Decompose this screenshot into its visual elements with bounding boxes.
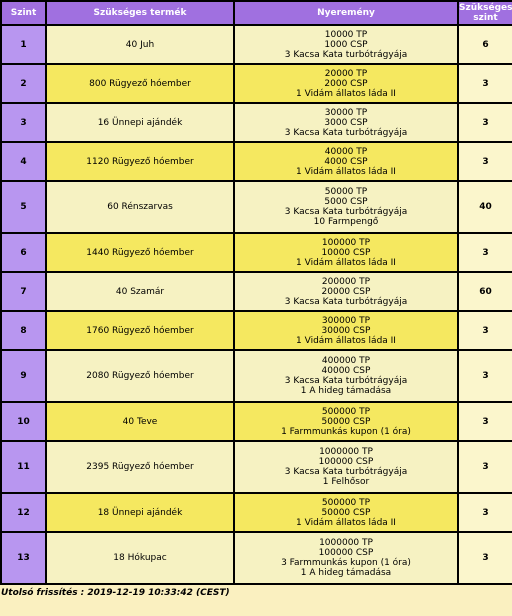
row-level: 6 [1,233,46,272]
table-row [1,311,512,350]
row-required-level: 3 [458,532,512,584]
row-level: 3 [1,103,46,142]
table-row [1,103,512,142]
row-product: 40 Juh [46,25,234,64]
prize-line: 3 Kacsa Kata turbótrágyája [284,296,408,307]
row-prize [234,64,458,103]
table-row [1,493,512,532]
header-required-level: Szükséges szint [459,3,512,23]
row-product: 18 Hókupac [46,532,234,584]
row-level: 7 [1,272,46,311]
row-product: 1440 Rügyező hóember [46,233,234,272]
row-required-level: 3 [458,103,512,142]
prize-line: 500000 TP [321,406,371,417]
row-required-level: 3 [458,441,512,493]
row-prize [234,233,458,272]
prize-line: 4000 CSP [324,156,368,167]
row-required-level: 3 [458,311,512,350]
row-prize [234,181,458,233]
prize-line: 10 Farmpengő [313,217,379,227]
prize-line: 1 A hideg támadása [300,386,392,396]
row-level: 10 [1,402,46,441]
table-row [1,181,512,233]
prize-line: 3 Kacsa Kata turbótrágyája [284,49,408,60]
header-level: Szint [1,1,46,25]
row-prize [234,532,458,584]
prize-line: 2000 CSP [324,78,368,89]
row-required-level: 3 [458,402,512,441]
header-product: Szükséges termék [46,1,234,25]
table-row [1,402,512,441]
row-required-level: 60 [458,272,512,311]
prize-line: 1 A hideg támadása [300,568,392,578]
row-required-level: 6 [458,25,512,64]
row-prize [234,311,458,350]
table-row [1,142,512,181]
prize-line: 50000 CSP [321,507,371,518]
row-prize [234,441,458,493]
prize-line: 1 Vidám állatos láda II [296,517,396,528]
prize-line: 10000 CSP [321,247,371,258]
row-prize [234,402,458,441]
row-level: 4 [1,142,46,181]
row-product: 60 Rénszarvas [46,181,234,233]
row-required-level: 3 [458,493,512,532]
table-row [1,441,512,493]
table-row [1,350,512,402]
prize-line: 50000 TP [324,187,368,197]
last-updated: Utolsó frissítés : 2019-12-19 10:33:42 (CEST) [1,588,230,598]
row-level: 11 [1,441,46,493]
header-row [1,1,512,25]
row-product: 18 Ünnepi ajándék [46,493,234,532]
row-required-level: 40 [458,181,512,233]
prize-line: 40000 TP [324,146,368,157]
prize-line: 3 Kacsa Kata turbótrágyája [284,207,408,217]
row-prize [234,350,458,402]
row-product: 1760 Rügyező hóember [46,311,234,350]
prize-line: 400000 TP [321,356,371,366]
prize-line: 1000000 TP [319,538,373,548]
row-product: 40 Szamár [46,272,234,311]
prize-line: 1000000 TP [319,447,373,457]
prize-line: 30000 CSP [321,325,371,336]
row-level: 8 [1,311,46,350]
header-prize: Nyeremény [234,1,458,25]
row-prize [234,493,458,532]
table-row [1,64,512,103]
table-row [1,25,512,64]
row-product: 16 Ünnepi ajándék [46,103,234,142]
prize-line: 5000 CSP [324,197,368,207]
prize-line: 3000 CSP [324,117,368,128]
prize-line: 3 Farmmunkás kupon (1 óra) [281,558,411,568]
row-level: 9 [1,350,46,402]
prize-line: 3 Kacsa Kata turbótrágyája [284,376,408,386]
row-level: 1 [1,25,46,64]
row-prize [234,142,458,181]
table-row [1,233,512,272]
row-level: 2 [1,64,46,103]
row-level: 12 [1,493,46,532]
prize-line: 1 Vidám állatos láda II [296,335,396,346]
row-product: 2395 Rügyező hóember [46,441,234,493]
row-product: 800 Rügyező hóember [46,64,234,103]
prize-line: 3 Kacsa Kata turbótrágyája [284,127,408,138]
prize-line: 300000 TP [321,315,371,326]
prize-line: 20000 CSP [321,286,371,297]
row-required-level: 3 [458,142,512,181]
row-required-level: 3 [458,350,512,402]
table-row [1,532,512,584]
row-prize [234,103,458,142]
prize-line: 3 Kacsa Kata turbótrágyája [284,467,408,477]
row-level: 13 [1,532,46,584]
row-prize [234,25,458,64]
prize-line: 40000 CSP [321,366,371,376]
prize-line: 50000 CSP [321,416,371,427]
row-prize [234,272,458,311]
table-row [1,272,512,311]
row-product: 40 Teve [46,402,234,441]
prize-line: 100000 CSP [318,457,374,467]
prize-line: 500000 TP [321,497,371,508]
row-required-level: 3 [458,233,512,272]
prize-line: 1000 CSP [324,39,368,50]
prize-line: 1 Vidám állatos láda II [296,88,396,99]
prize-line: 1 Felhősor [322,477,370,487]
row-product: 1120 Rügyező hóember [46,142,234,181]
prize-line: 1 Vidám állatos láda II [296,166,396,177]
prize-line: 100000 TP [321,237,371,248]
prize-line: 1 Vidám állatos láda II [296,257,396,268]
prize-line: 10000 TP [324,29,368,40]
prize-line: 200000 TP [321,276,371,287]
prize-line: 20000 TP [324,68,368,79]
row-level: 5 [1,181,46,233]
prize-line: 1 Farmmunkás kupon (1 óra) [281,426,411,437]
prize-line: 100000 CSP [318,548,374,558]
row-product: 2080 Rügyező hóember [46,350,234,402]
row-required-level: 3 [458,64,512,103]
prize-line: 30000 TP [324,107,368,118]
